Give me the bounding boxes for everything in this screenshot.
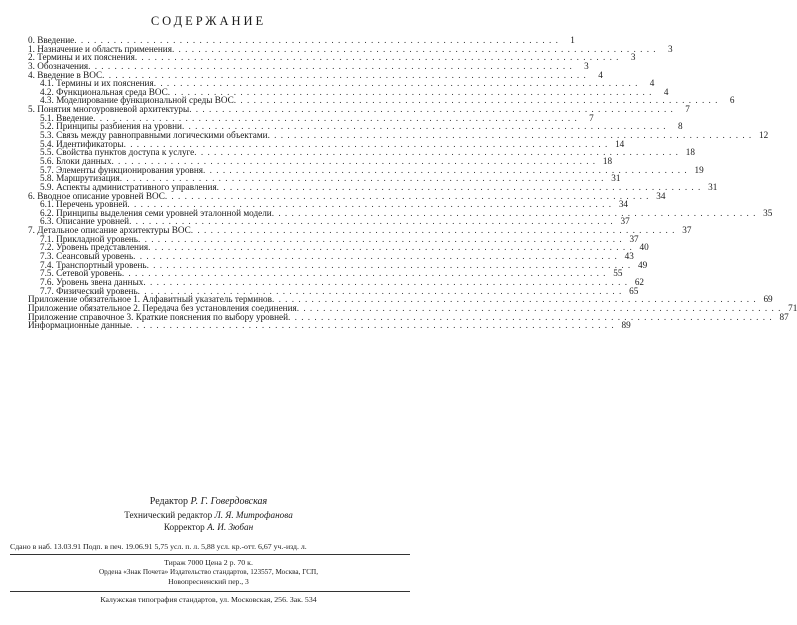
divider-bottom	[10, 591, 410, 592]
toc-entry-page: 87	[779, 311, 789, 322]
toc-entry-label: 4.1. Термины и их пояснения	[40, 78, 154, 89]
toc-entry-page: 43	[624, 251, 634, 262]
publisher-line-1: Ордена «Знак Почета» Издательство стандартов, 123557, Москва, ГСП,	[98, 568, 319, 576]
imprint-line: Сдано в наб. 13.03.91 Подп. в печ. 19.06.91 5,75 усл. п. л. 5,88 усл. кр.-отт. 6,67 уч.-изд. л.	[10, 542, 307, 551]
toc-entry-label: 4.2. Функциональная среда ВОС	[40, 86, 168, 97]
toc-entry-page: 37	[682, 225, 692, 236]
toc-entry-label: 4. Введение в ВОС	[28, 69, 103, 80]
publisher-line-2: Новопресненский пер., 3	[168, 577, 249, 586]
toc-entry-page: 89	[621, 320, 631, 331]
toc-entry-page: 55	[613, 268, 623, 279]
toc-entry-page: 18	[685, 147, 695, 158]
editor-credit	[0, 496, 417, 507]
toc-entry-page: 37	[629, 233, 639, 244]
page-title: СОДЕРЖАНИЕ	[150, 14, 267, 28]
toc-entry-page: 12	[759, 130, 769, 141]
toc-entry-page: 31	[611, 173, 621, 184]
toc-entry-label: 7.2. Уровень представления	[40, 242, 149, 253]
corrector-credit	[0, 522, 417, 532]
toc-entry-page: 65	[629, 285, 639, 296]
toc-entry-label: 7.7. Физический уровень	[40, 285, 138, 296]
toc-entry-page: 19	[694, 164, 704, 175]
tech-editor-credit	[0, 510, 417, 520]
printer-line: Калужская типография стандартов, ул. Московская, 256. Зак. 534	[100, 595, 317, 604]
toc-entry	[28, 320, 631, 331]
toc-entry-page: 3	[630, 52, 636, 63]
toc-entry-page: 49	[638, 259, 648, 270]
toc-entry-page: 7	[589, 112, 594, 123]
toc-entry-label: 6.1. Перечень уровней	[40, 199, 128, 210]
toc-entry-label: 0. Введение	[28, 35, 75, 45]
tech-editor-name: Л. Я. Митрофанова	[214, 510, 293, 520]
toc-entry-label: 5.3. Связь между равноправными логическими объектами	[40, 130, 268, 141]
toc-entry-label: 7.3. Сеансовый уровень	[40, 251, 134, 262]
toc-entry-label: Информационные данные	[28, 320, 131, 331]
toc-entry-page: 6	[729, 95, 735, 106]
tech-editor-role: Технический редактор	[124, 510, 213, 520]
editor-name: Р. Г. Говердовская	[190, 496, 268, 507]
toc-entry-page: 35	[763, 207, 773, 218]
toc-entry-label: 5.2. Принципы разбиения на уровни	[40, 121, 182, 132]
toc-entry-page: 37	[620, 216, 630, 227]
toc-entry-label: Приложение справочное 3. Краткие пояснения по выбору уровней	[28, 311, 289, 322]
toc-entry-label: 7.6. Уровень звена данных	[40, 276, 144, 287]
toc-entry-label: 7.5. Сетевой уровень	[40, 268, 122, 279]
toc-entry-label: 5.6. Блоки данных	[40, 155, 112, 166]
toc-entry-page: 1	[570, 35, 575, 45]
editor-role: Редактор	[149, 496, 189, 507]
corrector-name: А. И. Зюбан	[207, 522, 254, 532]
toc-entry-page: 4	[598, 69, 603, 80]
toc-entry-page: 3	[667, 43, 673, 54]
toc-entry-label: 5.8. Маршрутизация	[40, 173, 120, 184]
corrector-role: Корректор	[163, 522, 205, 532]
toc-entry-label: 5. Понятия многоуровневой архитектуры	[28, 104, 190, 115]
toc-entry-label: 5.9. Аспекты административного управления	[40, 181, 217, 192]
toc-entry-page: 71	[788, 302, 797, 313]
toc-entry-page: 3	[584, 60, 589, 71]
table-of-contents	[28, 35, 797, 331]
toc-entry-label: 7.1. Прикладной уровень	[40, 233, 138, 244]
toc-entry-label: 3. Обозначения	[28, 60, 89, 71]
toc-entry-label: Приложение обязательное 2. Передача без установления соединения	[28, 302, 297, 313]
toc-entry-label: 6.3. Описание уровней	[40, 216, 130, 227]
toc-entry-label: 7. Детальное описание архитектуры ВОС	[28, 225, 191, 236]
toc-entry-label: 6.2. Принципы выделения семи уровней эталонной модели	[40, 207, 272, 218]
toc-entry-page: 14	[615, 138, 625, 149]
toc-leader-dots	[130, 321, 615, 330]
toc-entry-label: 5.4. Идентификаторы	[40, 138, 124, 149]
toc-entry-page: 18	[602, 155, 613, 166]
toc-entry-label: Приложение обязательное 1. Алфавитный указатель терминов	[28, 294, 272, 305]
toc-entry-page: 40	[639, 242, 649, 253]
toc-entry-page: 69	[763, 294, 773, 305]
circulation-line: Тираж 7000 Цена 2 р. 70 к.	[164, 558, 253, 567]
divider-top	[10, 554, 410, 555]
toc-entry-page: 34	[618, 199, 629, 210]
toc-entry-label: 7.4. Транспортный уровень	[40, 259, 147, 270]
toc-entry-page: 31	[708, 181, 718, 192]
toc-entry-label: 4.3. Моделирование функциональной среды ВОС	[40, 95, 234, 106]
toc-entry-page: 8	[677, 121, 683, 132]
toc-entry-page: 4	[663, 86, 669, 97]
toc-entry-label: 5.1. Введение	[40, 112, 94, 123]
toc-entry-label: 5.5. Свойства пунктов доступа к услуге	[40, 147, 195, 158]
toc-entry-label: 6. Вводное описание уровней ВОС	[28, 190, 165, 201]
toc-entry-page: 34	[656, 190, 666, 201]
toc-entry-label: 1. Назначение и область применения	[28, 43, 172, 54]
toc-entry-page: 7	[685, 104, 690, 115]
toc-entry-label: 5.7. Элементы функционирования уровня	[40, 164, 204, 175]
toc-entry-page: 62	[634, 276, 645, 287]
toc-entry-label: 2. Термины и их пояснения	[28, 52, 135, 63]
toc-entry-page: 4	[649, 78, 655, 89]
